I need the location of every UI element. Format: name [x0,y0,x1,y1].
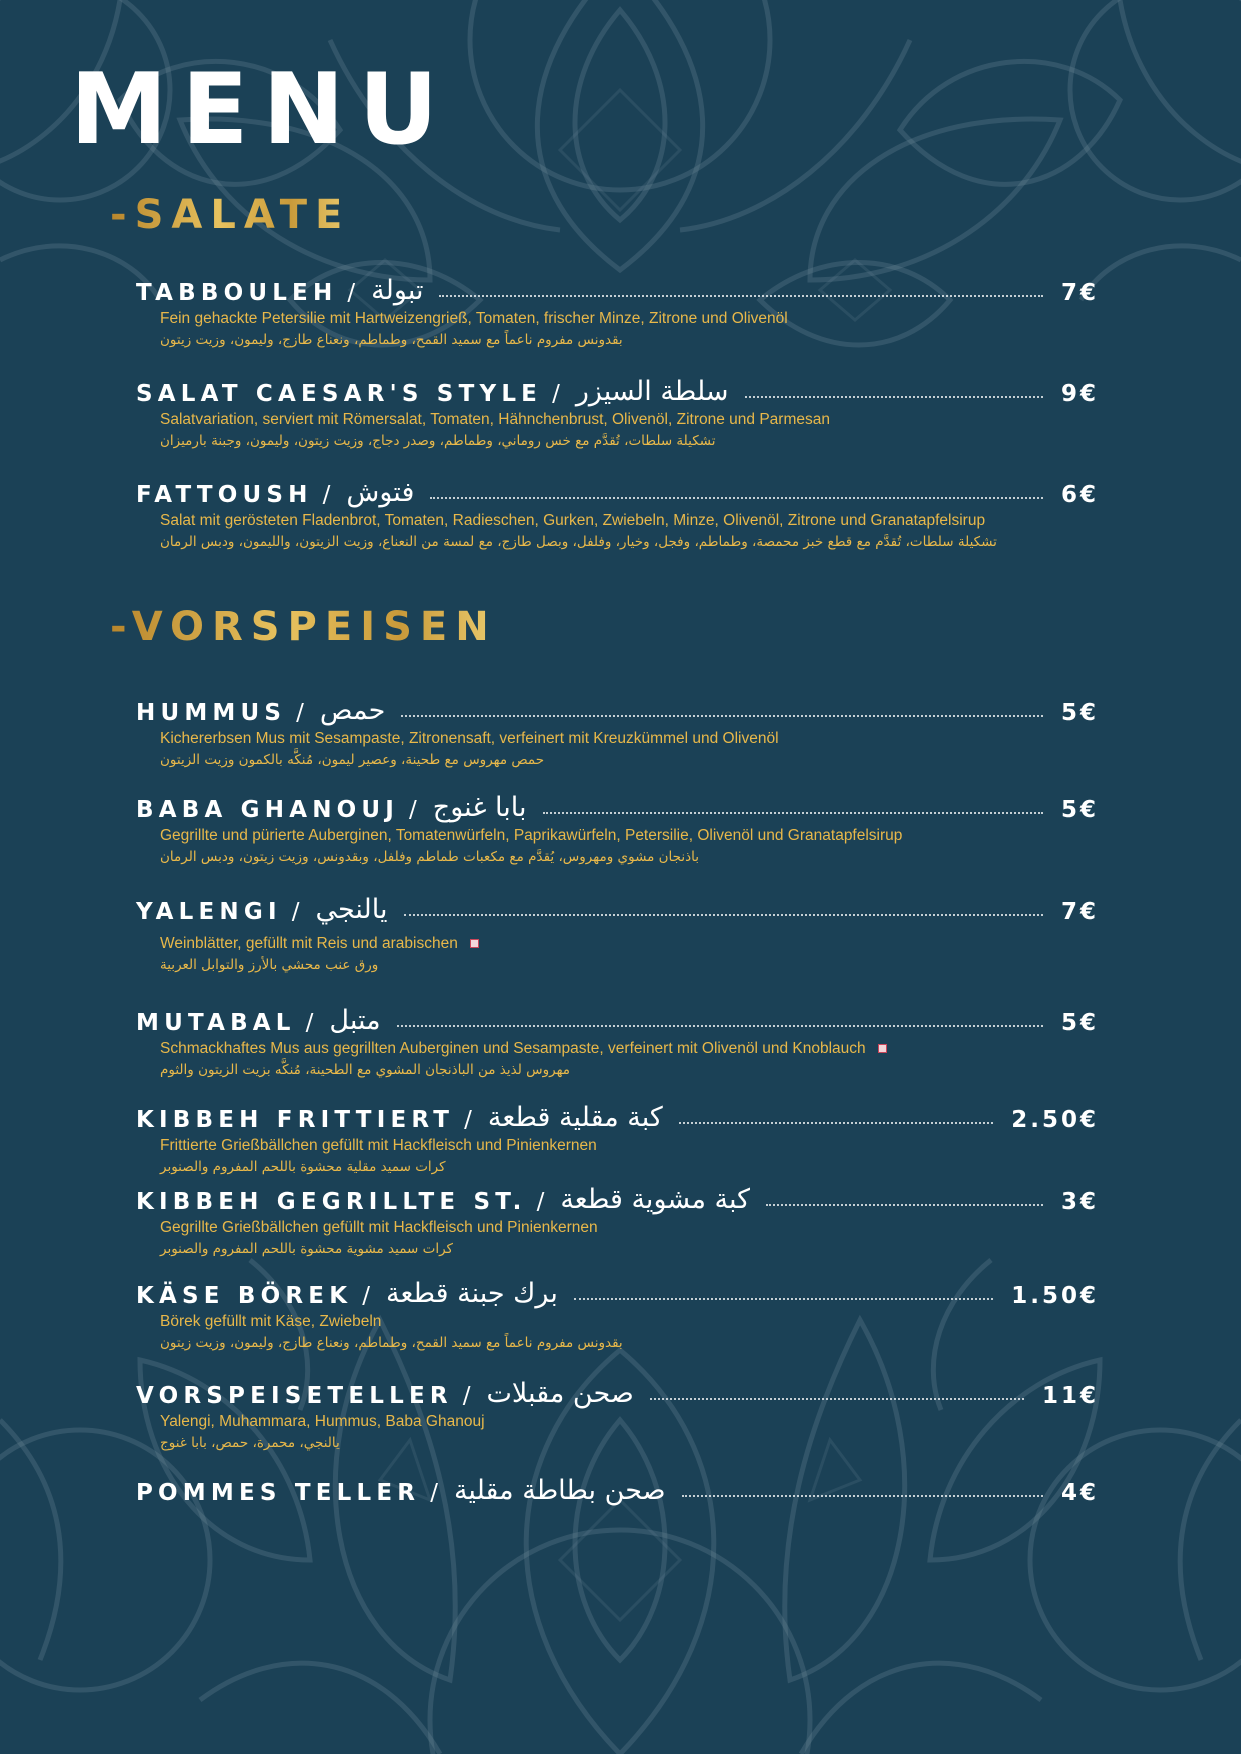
name-separator: / [552,381,560,407]
name-separator: / [322,482,331,508]
item-description-arabic: تشكيلة سلطات، تُقدَّم مع خس روماني، وطماطم، وصدر دجاج، وزيت زيتون، وليمون، وجبنة بارميزان [160,433,716,449]
item-price: 5€ [1060,1010,1099,1036]
menu-item-yalengi [136,885,1099,976]
dot-leader [650,1398,1024,1400]
dot-leader [682,1495,1043,1497]
menu-item-pommes-teller [136,1466,1099,1506]
item-price: 5€ [1060,797,1099,823]
item-price: 2.50€ [1011,1107,1099,1133]
item-description-arabic: مهروس لذيذ من الباذنجان المشوي مع الطحينة، مُنكَّه بزيت الزيتون والثوم [160,1062,571,1078]
item-description: Frittierte Grießbällchen gefüllt mit Hackfleisch und Pinienkernen [160,1137,597,1154]
item-description: Fein gehackte Petersilie mit Hartweizengrieß, Tomaten, frischer Minze, Zitrone und Olivenöl [160,310,788,327]
item-price: 4€ [1060,1480,1099,1506]
item-price: 3€ [1060,1189,1099,1215]
name-separator: / [305,1010,314,1036]
item-description: Gegrillte und pürierte Auberginen, Tomatenwürfeln, Paprikawürfeln, Petersilie, Olivenöl und Granatapfelsirup [160,827,903,844]
item-description: Börek gefüllt mit Käse, Zwiebeln [160,1313,382,1330]
item-name-arabic: فتوش [346,477,415,508]
item-name-arabic: حمص [319,695,386,726]
item-description-arabic: بقدونس مفروم ناعماً مع سميد القمح، وطماطم، ونعناع طازج، وليمون، وزيت زيتون [160,1335,623,1351]
dot-leader [401,715,1043,717]
name-separator: / [464,1107,472,1133]
image-placeholder-icon [878,1044,887,1053]
item-description: Kichererbsen Mus mit Sesampaste, Zitronensaft, verfeinert mit Kreuzkümmel und Olivenöl [160,730,779,747]
item-name-arabic: برك جبنة قطعة [385,1278,558,1309]
item-name-arabic: متبل [329,1005,381,1036]
item-description: Schmackhaftes Mus aus gegrillten Auberginen und Sesampaste, verfeinert mit Olivenöl und Knoblauch [160,1040,866,1057]
item-name: SALAT CAESAR'S STYLE [136,381,543,407]
dot-leader [745,396,1043,398]
item-name-arabic: صحن مقبلات [486,1378,634,1409]
name-separator: / [296,700,304,726]
menu-item-kibbeh-frittiert [136,1093,1099,1178]
dot-leader [404,914,1043,916]
image-placeholder-icon [470,939,479,948]
name-separator: / [462,1383,471,1409]
item-name-arabic: يالنجي [315,894,388,925]
item-name: VORSPEISETELLER [136,1383,453,1409]
item-description-arabic: كرات سميد مشوية محشوة باللحم المفروم والصنوبر [160,1241,453,1257]
item-name: POMMES TELLER [136,1480,421,1506]
item-name: HUMMUS [136,700,287,726]
item-name-arabic: كبة مقلية قطعة [487,1102,663,1133]
item-name: KÄSE BÖREK [136,1283,353,1309]
item-description: Weinblätter, gefüllt mit Reis und arabischen [160,935,458,952]
menu-item-baba-ghanouj [136,783,1099,868]
menu-item-mutabal [136,996,1099,1081]
dot-leader [766,1204,1043,1206]
menu-title: MENU [70,53,453,167]
item-name: MUTABAL [136,1010,296,1036]
item-price: 1.50€ [1011,1283,1099,1309]
item-price: 6€ [1060,482,1099,508]
item-description-arabic: بقدونس مفروم ناعماً مع سميد القمح، وطماطم، ونعناع طازج، وليمون، وزيت زيتون [160,332,623,348]
name-separator: / [430,1480,438,1506]
dot-leader [430,497,1043,499]
item-name: KIBBEH GEGRILLTE ST. [136,1189,527,1215]
item-price: 7€ [1060,899,1099,925]
menu-item-salat-caesar [136,367,1099,452]
dot-leader [543,812,1043,814]
item-price: 11€ [1041,1383,1099,1409]
name-separator: / [536,1189,545,1215]
name-separator: / [409,797,417,823]
dot-leader [679,1122,993,1124]
dot-leader [397,1025,1043,1027]
item-description-arabic: باذنجان مشوي ومهروس، يُقدَّم مع مكعبات طماطم وفلفل، وبقدونس، وزيت زيتون، ودبس الرمان [160,849,700,865]
item-price: 5€ [1060,700,1099,726]
item-description-arabic: كرات سميد مقلية محشوة باللحم المفروم والصنوبر [160,1159,446,1175]
name-separator: / [347,280,356,306]
name-separator: / [362,1283,370,1309]
item-name: TABBOULEH [136,280,338,306]
item-price: 9€ [1060,381,1099,407]
item-price: 7€ [1060,280,1099,306]
item-name-arabic: سلطة السيزر [575,376,729,407]
item-name: YALENGI [136,899,282,925]
item-name: FATTOUSH [136,482,313,508]
menu-item-vorspeiseteller [136,1369,1099,1454]
item-description-arabic: يالنجي، محمرة، حمص، بابا غنوج [160,1435,340,1451]
dot-leader [439,295,1043,297]
item-name-arabic: بابا غنوج [432,792,527,823]
menu-item-fattoush [136,468,1099,553]
item-description-line [160,933,1099,954]
item-description: Salat mit gerösteten Fladenbrot, Tomaten, Radieschen, Gurken, Zwiebeln, Minze, Olivenöl, Zitrone und Granatapfelsirup [160,512,986,529]
item-description: Salatvariation, serviert mit Römersalat, Tomaten, Hähnchenbrust, Olivenöl, Zitrone und Parmesan [160,411,830,428]
item-name: KIBBEH FRITTIERT [136,1107,455,1133]
menu-item-kaese-boerek [136,1269,1099,1354]
section-title-salate: -SALATE [110,192,351,238]
item-description-line [160,1038,1099,1059]
item-description-arabic: حمص مهروس مع طحينة، وعصير ليمون، مُنكَّه بالكمون وزيت الزيتون [160,752,545,768]
item-name-arabic: صحن بطاطة مقلية [453,1475,666,1506]
item-description-arabic: تشكيلة سلطات، تُقدَّم مع قطع خبز محمصة، وطماطم، وفجل، وخيار، وفلفل، وبصل طازج، مع لمسة من النعناع، وزيت الزيتون، والليمون، ودبس الرمان [160,534,997,550]
dot-leader [574,1298,993,1300]
item-name-arabic: كبة مشوية قطعة [560,1184,750,1215]
menu-item-hummus [136,686,1099,771]
section-title-vorspeisen: -VORSPEISEN [110,604,497,650]
item-description-arabic: ورق عنب محشي بالأرز والتوابل العربية [160,957,379,973]
item-description: Gegrillte Grießbällchen gefüllt mit Hackfleisch und Pinienkernen [160,1219,598,1236]
item-name-arabic: تبولة [371,275,424,306]
item-name: BABA GHANOUJ [136,797,400,823]
menu-item-tabbouleh [136,266,1099,351]
name-separator: / [291,899,300,925]
item-description: Yalengi, Muhammara, Hummus, Baba Ghanouj [160,1413,485,1430]
menu-item-kibbeh-gegrillte [136,1175,1099,1260]
